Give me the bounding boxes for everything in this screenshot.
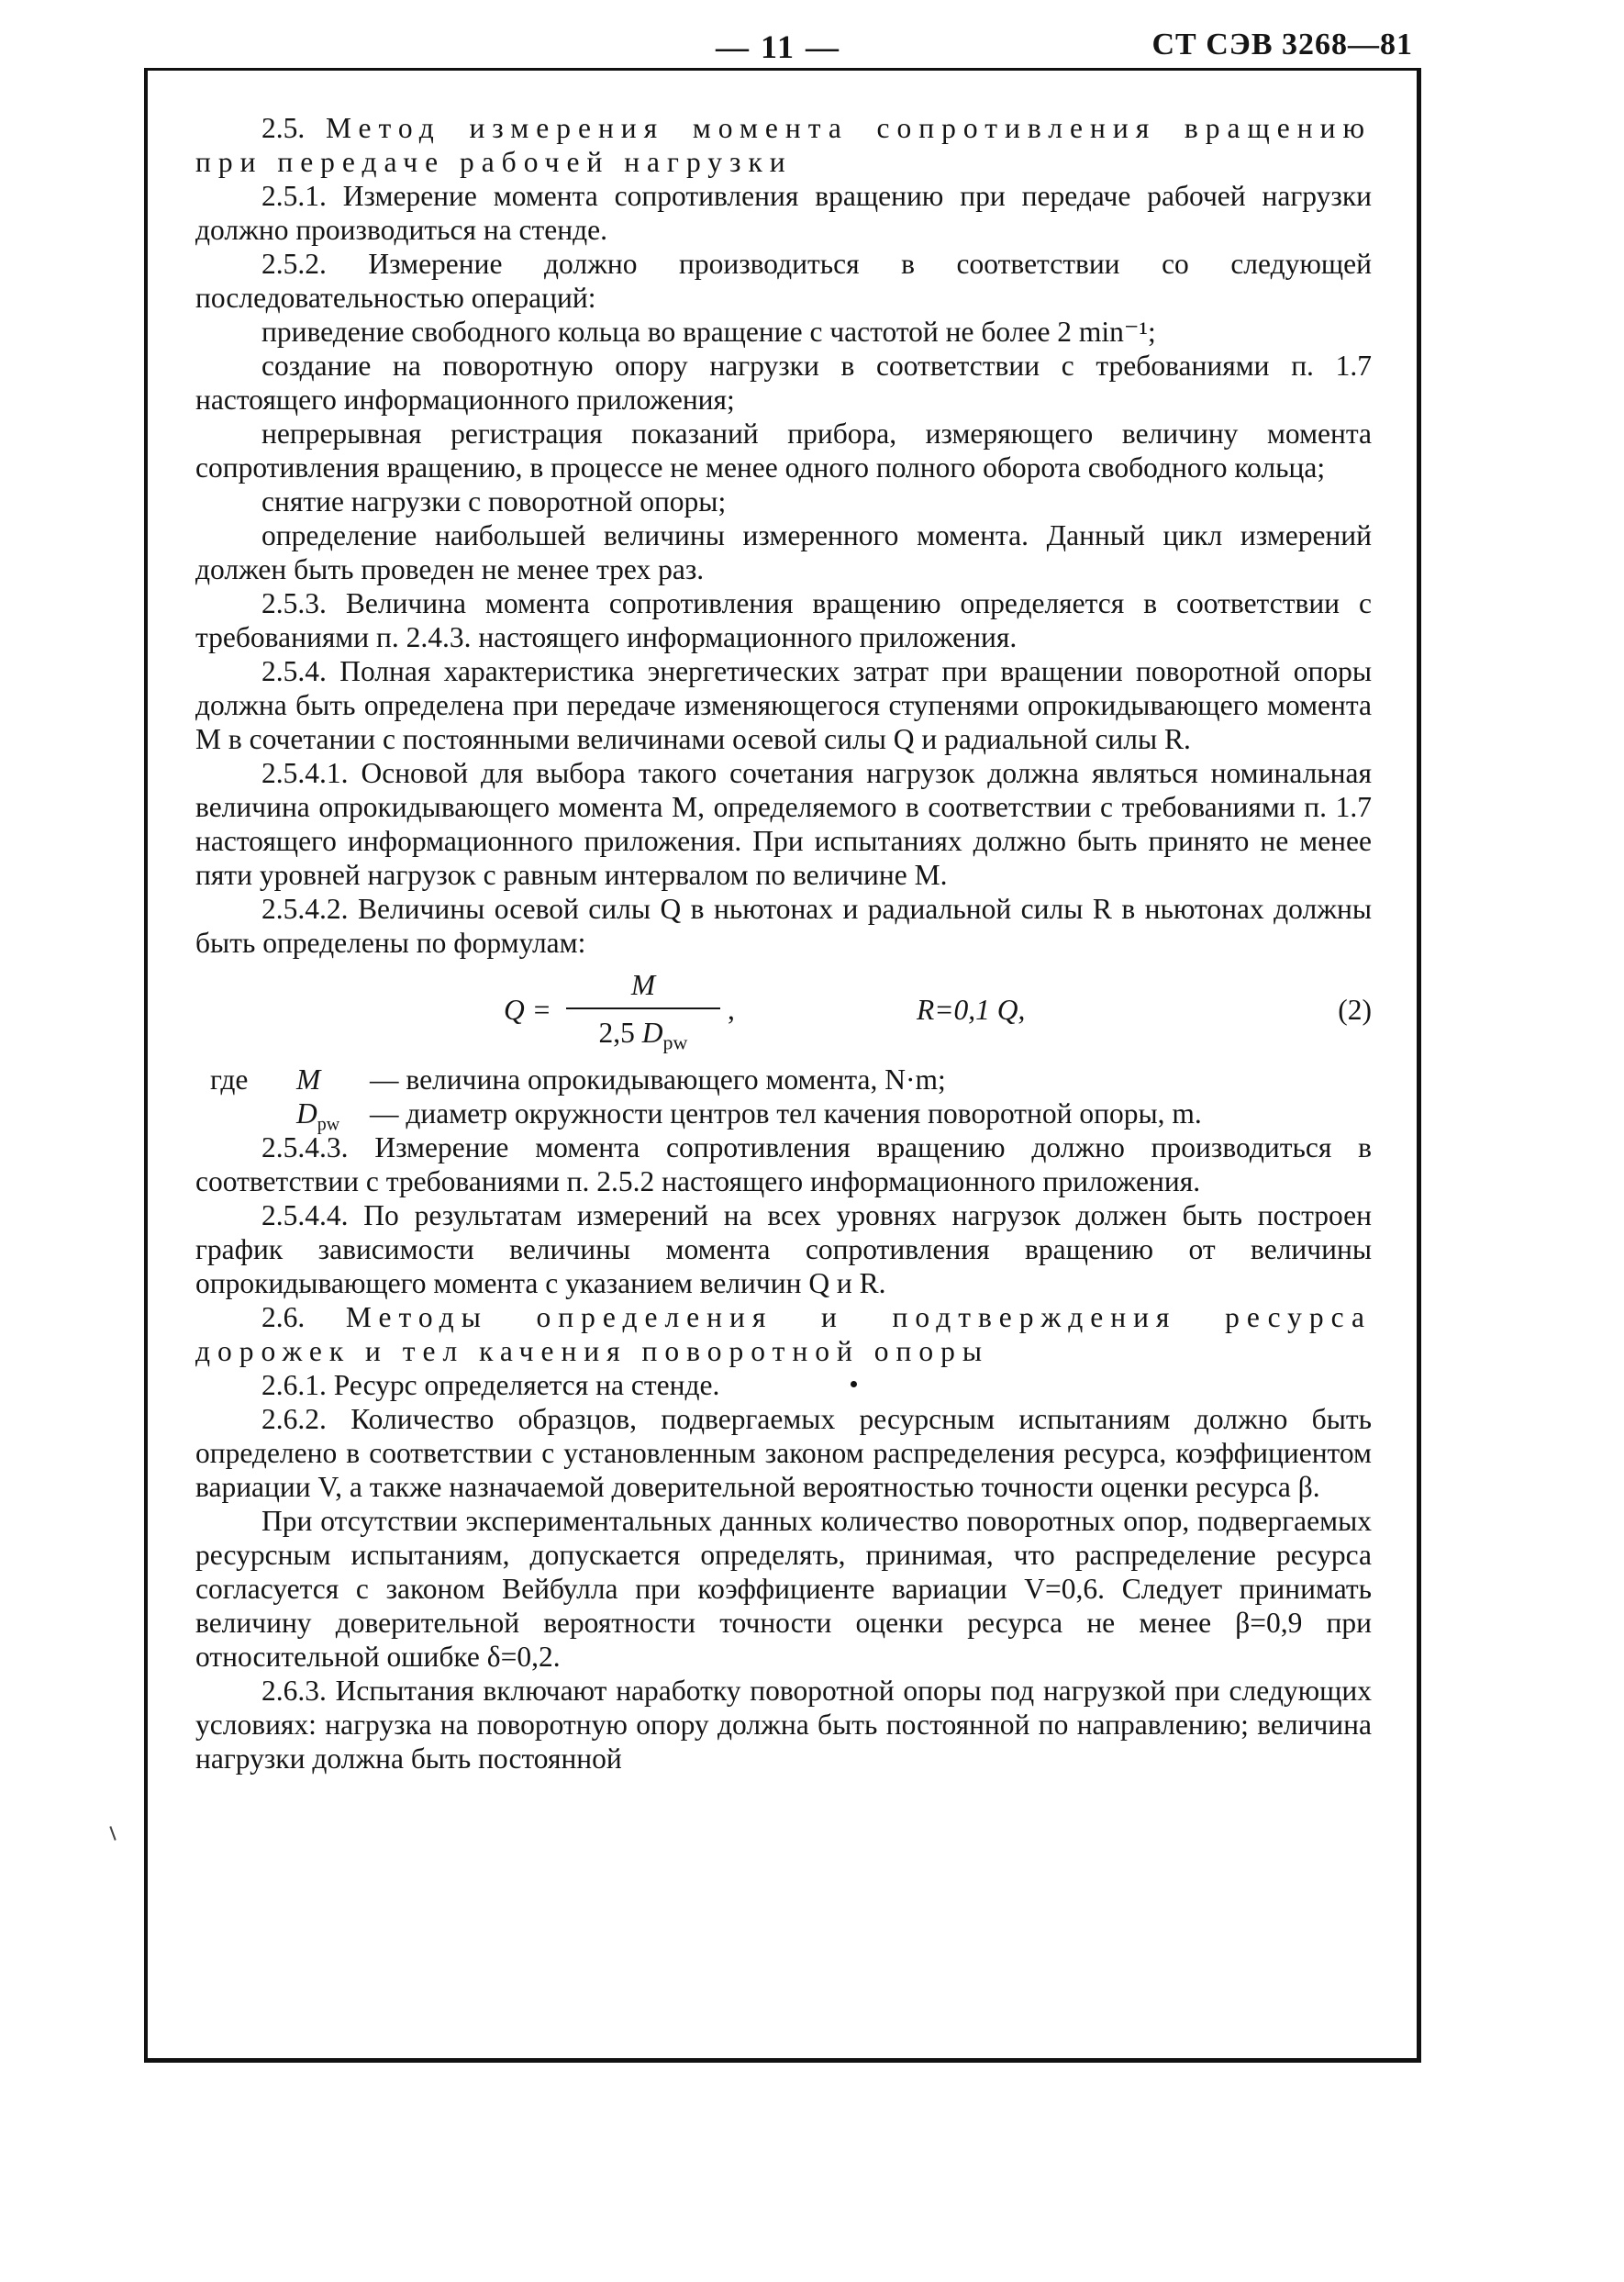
legend-symbol-letter: D	[296, 1097, 317, 1130]
paragraph-2-6-2: 2.6.2. Количество образцов, подвергаемых ресурсным испытаниям должно быть определено в соответствии с установленным законом распределения ресурса, коэффициентом вариации V, а также назначаемой доверительной вероятностью точности оценки ресурса β.	[195, 1403, 1372, 1503]
section-title: Методы определения и подтверждения ресурса дорожек и тел качения поворотной опоры	[195, 1301, 1372, 1367]
margin-tick-mark	[109, 1826, 116, 1841]
formula-numerator: M	[630, 969, 656, 1001]
paragraph-2-5-4-4: 2.5.4.4. По результатам измерений на всех уровнях нагрузок должен быть построен график зависимости величины момента сопротивления вращению от величины опрокидывающего момента с указанием величин Q и R.	[195, 1199, 1372, 1299]
section-title: Метод измерения момента сопротивления вращению при передаче рабочей нагрузки	[195, 112, 1372, 178]
legend-row	[195, 1063, 1372, 1096]
fraction-bar	[566, 1007, 720, 1009]
document-body	[195, 111, 1372, 1776]
formula-comma: ,	[728, 994, 735, 1026]
legend-row	[195, 1096, 1372, 1135]
section-2-6-heading	[195, 1300, 1372, 1368]
page-number: — 11 —	[716, 28, 841, 65]
operation-item: определение наибольшей величины измеренного момента. Данный цикл измерений должен быть проведен не менее трех раз.	[195, 519, 1372, 585]
paragraph-2-5-4-3: 2.5.4.3. Измерение момента сопротивления вращению должно производиться в соответствии с требованиями п. 2.5.2 настоящего информационного приложения.	[195, 1131, 1372, 1197]
formula-legend	[195, 1063, 1372, 1135]
page-header	[147, 24, 1413, 72]
paragraph-2-5-4-2: 2.5.4.2. Величины осевой силы Q в ньютонах и радиальной силы R в ньютонах должны быть определены по формулам:	[195, 893, 1372, 959]
paragraph-2-6-2-continued: При отсутствии экспериментальных данных количество поворотных опор, подвергаемых ресурсным испытаниям, допускается определять, принимая, что распределение ресурса согласуется с законом Вейбулла при коэффициенте вариации V=0,6. Следует принимать величину доверительной вероятности точности оценки ресурса не менее β=0,9 при относительной ошибке δ=0,2.	[195, 1505, 1372, 1673]
legend-where: где	[210, 1063, 249, 1096]
operation-item: создание на поворотную опору нагрузки в соответствии с требованиями п. 1.7 настоящего информационного приложения;	[195, 350, 1372, 416]
formula-q	[504, 965, 797, 1061]
denominator-coefficient: 2,5	[598, 1017, 635, 1049]
standard-id: СТ СЭВ 3268—81	[1151, 28, 1413, 61]
section-number: 2.5.	[261, 112, 306, 144]
formula-denominator	[566, 1013, 720, 1053]
paragraph-2-5-4-1: 2.5.4.1. Основой для выбора такого сочетания нагрузок должна являться номинальная величина опрокидывающего момента M, определяемого в соответствии с требованиями п. 1.7 настоящего информационного приложения. При испытаниях должно быть принято не менее пяти уровней нагрузок с равным интервалом по величине M.	[195, 757, 1372, 891]
denominator-symbol: D	[641, 1017, 663, 1049]
legend-symbol: M	[296, 1063, 321, 1096]
formula-r-expression: R=0,1 Q,	[917, 994, 1026, 1026]
legend-symbol	[296, 1096, 339, 1141]
paragraph-2-5-4: 2.5.4. Полная характеристика энергетических затрат при вращении поворотной опоры должна быть определена при передаче изменяющегося ступенями опрокидывающего момента M в сочетании с постоянными величинами осевой силы Q и радиальной силы R.	[195, 655, 1372, 755]
content-frame	[144, 68, 1421, 2063]
section-number: 2.6.	[261, 1301, 306, 1333]
formula-fraction	[566, 965, 720, 1053]
section-2-5-heading	[195, 111, 1372, 179]
operation-item: непрерывная регистрация показаний прибора, измеряющего величину момента сопротивления вращению, в процессе не менее одного полного оборота свободного кольца;	[195, 417, 1372, 484]
paragraph-2-5-3: 2.5.3. Величина момента сопротивления вращению определяется в соответствии с требованиями п. 2.4.3. настоящего информационного приложения.	[195, 587, 1372, 653]
paragraph-2-5-1: 2.5.1. Измерение момента сопротивления вращению при передаче рабочей нагрузки должно производиться на стенде.	[195, 180, 1372, 246]
ink-dot	[851, 1381, 857, 1387]
legend-description: — диаметр окружности центров тел качения поворотной опоры, m.	[370, 1097, 1202, 1130]
paragraph-2-6-1: 2.6.1. Ресурс определяется на стенде.	[261, 1369, 720, 1401]
formula-number: (2)	[1338, 994, 1372, 1026]
paragraph-2-5-2: 2.5.2. Измерение должно производиться в соответствии со следующей последовательностью операций:	[195, 248, 1372, 314]
formula-r	[917, 993, 1025, 1027]
paragraph-2-6-3: 2.6.3. Испытания включают наработку поворотной опоры под нагрузкой при следующих условиях: нагрузка на поворотную опору должна быть постоянной по направлению; величина нагрузки должна быть постоянной	[195, 1675, 1372, 1775]
legend-description: — величина опрокидывающего момента, N·m;	[370, 1063, 946, 1096]
formula-q-lhs: Q =	[504, 994, 551, 1026]
legend-symbol-subscript: pw	[317, 1114, 340, 1135]
operation-item: приведение свободного кольца во вращение с частотой не более 2 min⁻¹;	[261, 316, 1156, 348]
formula-2	[195, 962, 1372, 1063]
operation-item: снятие нагрузки с поворотной опоры;	[261, 485, 727, 518]
denominator-subscript: pw	[662, 1030, 688, 1054]
